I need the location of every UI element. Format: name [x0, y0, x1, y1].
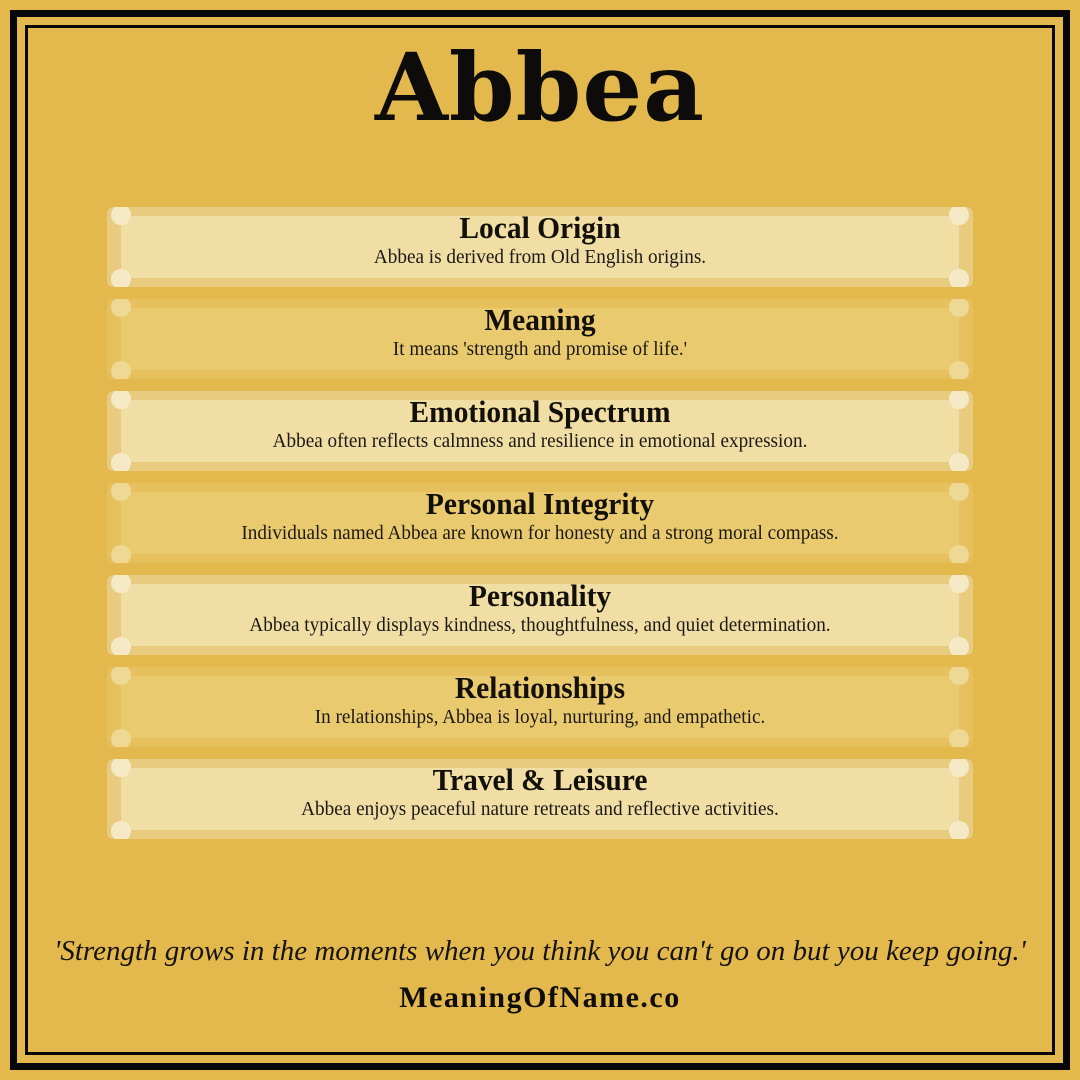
section-heading: Personality: [468, 578, 612, 613]
section-card: [107, 299, 973, 379]
section-description: In relationships, Abbea is loyal, nurturing, and empathetic.: [314, 706, 766, 728]
section-heading: Emotional Spectrum: [409, 394, 671, 429]
corner-pin-bottom-left: [111, 637, 131, 655]
section-description: Abbea enjoys peaceful nature retreats and reflective activities.: [301, 798, 779, 820]
corner-pin-bottom-left: [111, 821, 131, 839]
section-content: [107, 304, 973, 359]
section-heading: Personal Integrity: [425, 486, 655, 521]
corner-pin-bottom-right: [949, 361, 969, 379]
section-content: [107, 488, 973, 543]
section-description: Abbea is derived from Old English origins.: [373, 246, 707, 268]
corner-pin-bottom-left: [111, 729, 131, 747]
section-description: It means 'strength and promise of life.': [392, 338, 688, 360]
section-heading: Local Origin: [459, 210, 621, 245]
section-card: [107, 667, 973, 747]
corner-pin-bottom-right: [949, 729, 969, 747]
corner-pin-bottom-right: [949, 453, 969, 471]
section-content: [107, 580, 973, 635]
section-card: [107, 207, 973, 287]
section-heading: Travel & Leisure: [432, 762, 648, 797]
corner-pin-bottom-right: [949, 821, 969, 839]
section-description: Individuals named Abbea are known for honesty and a strong moral compass.: [241, 522, 839, 544]
corner-pin-bottom-right: [949, 545, 969, 563]
corner-pin-bottom-right: [949, 637, 969, 655]
section-content: [107, 672, 973, 727]
section-content: [107, 764, 973, 819]
quote-text: 'Strength grows in the moments when you think you can't go on but you keep going.': [54, 935, 1026, 967]
brand-name: MeaningOfName.co: [399, 981, 681, 1014]
section-heading: Meaning: [484, 302, 596, 337]
section-content: [107, 396, 973, 451]
section-card: [107, 391, 973, 471]
corner-pin-bottom-left: [111, 545, 131, 563]
section-description: Abbea often reflects calmness and resilience in emotional expression.: [272, 430, 808, 452]
corner-pin-bottom-right: [949, 269, 969, 287]
section-card: [107, 759, 973, 839]
section-card: [107, 575, 973, 655]
section-description: Abbea typically displays kindness, thoughtfulness, and quiet determination.: [249, 614, 831, 636]
section-card: [107, 483, 973, 563]
section-heading: Relationships: [454, 670, 626, 705]
section-content: [107, 212, 973, 267]
corner-pin-bottom-left: [111, 453, 131, 471]
page-title: Abbea: [374, 33, 706, 143]
sections-list: [107, 207, 973, 851]
corner-pin-bottom-left: [111, 269, 131, 287]
corner-pin-bottom-left: [111, 361, 131, 379]
